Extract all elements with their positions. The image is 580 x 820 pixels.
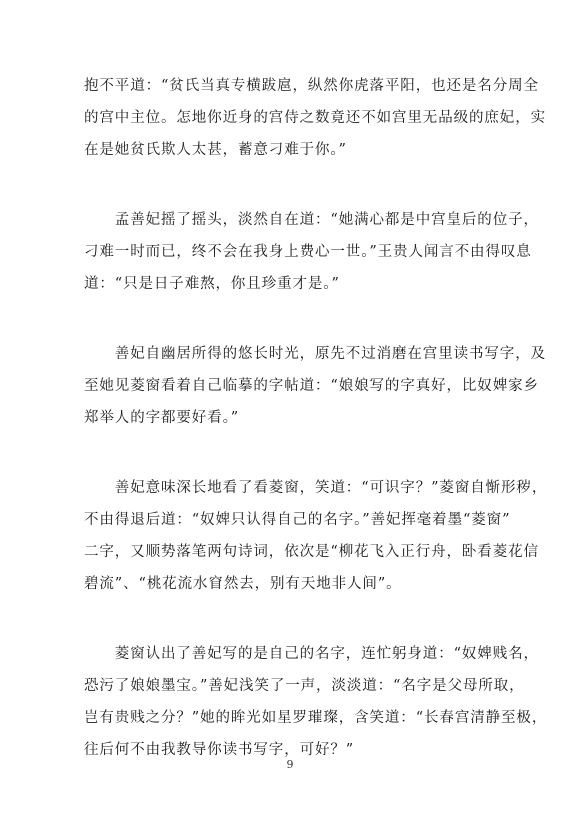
paragraph-2 [84, 204, 539, 300]
body-text [84, 70, 548, 804]
text-line: 岂有贵贱之分？”她的眸光如星罗璀璨，含笑道：“长春宫清静至极， [84, 710, 548, 726]
page-number: 9 [286, 758, 294, 771]
text-line: 菱窗认出了善妃写的是自己的名字，连忙躬身道：“奴婢贱名， [84, 646, 539, 662]
text-line: 不由得退后道：“奴婢只认得自己的名字。”善妃挥毫着墨“菱窗” [84, 512, 511, 528]
paragraph-5 [84, 638, 548, 766]
text-line: 的宫中主位。怎地你近身的宫侍之数竟还不如宫里无品级的庶妃，实 [84, 110, 546, 126]
text-line: 善妃意味深长地看了看菱窗，笑道：“可识字？”菱窗自惭形秽， [84, 480, 548, 496]
paragraph-3 [84, 338, 546, 434]
text-line: 善妃自幽居所得的悠长时光，原先不过消磨在宫里读书写字，及 [84, 346, 546, 362]
text-line: 恐污了娘娘墨宝。”善妃浅笑了一声，淡淡道：“名字是父母所取， [84, 678, 525, 694]
text-line: 郑举人的字都要好看。” [84, 410, 240, 426]
paragraph-1 [84, 70, 546, 166]
text-line: 抱不平道：“贫氏当真专横跋扈，纵然你虎落平阳，也还是名分周全 [84, 78, 539, 94]
text-line: 在是她贫氏欺人太甚，蓄意刁难于你。” [84, 142, 347, 158]
text-line: 往后何不由我教导你读书写字，可好？” [84, 742, 355, 758]
text-line: 碧流”、“桃花流水窅然去，别有天地非人间”。 [84, 576, 402, 592]
text-line: 道：“只是日子难熬，你且珍重才是。” [84, 276, 340, 292]
text-line: 二字，又顺势落笔两句诗词，依次是“柳花飞入正行舟，卧看菱花信 [84, 544, 539, 560]
text-line: 至她见菱窗看着自己临摹的字帖道：“娘娘写的字真好，比奴婢家乡 [84, 378, 539, 394]
paragraph-4 [84, 472, 548, 600]
text-line: 刁难一时而已，终不会在我身上费心一世。”王贵人闻言不由得叹息 [84, 244, 532, 260]
text-line: 孟善妃摇了摇头，淡然自在道：“她满心都是中宫皇后的位子， [84, 212, 539, 228]
